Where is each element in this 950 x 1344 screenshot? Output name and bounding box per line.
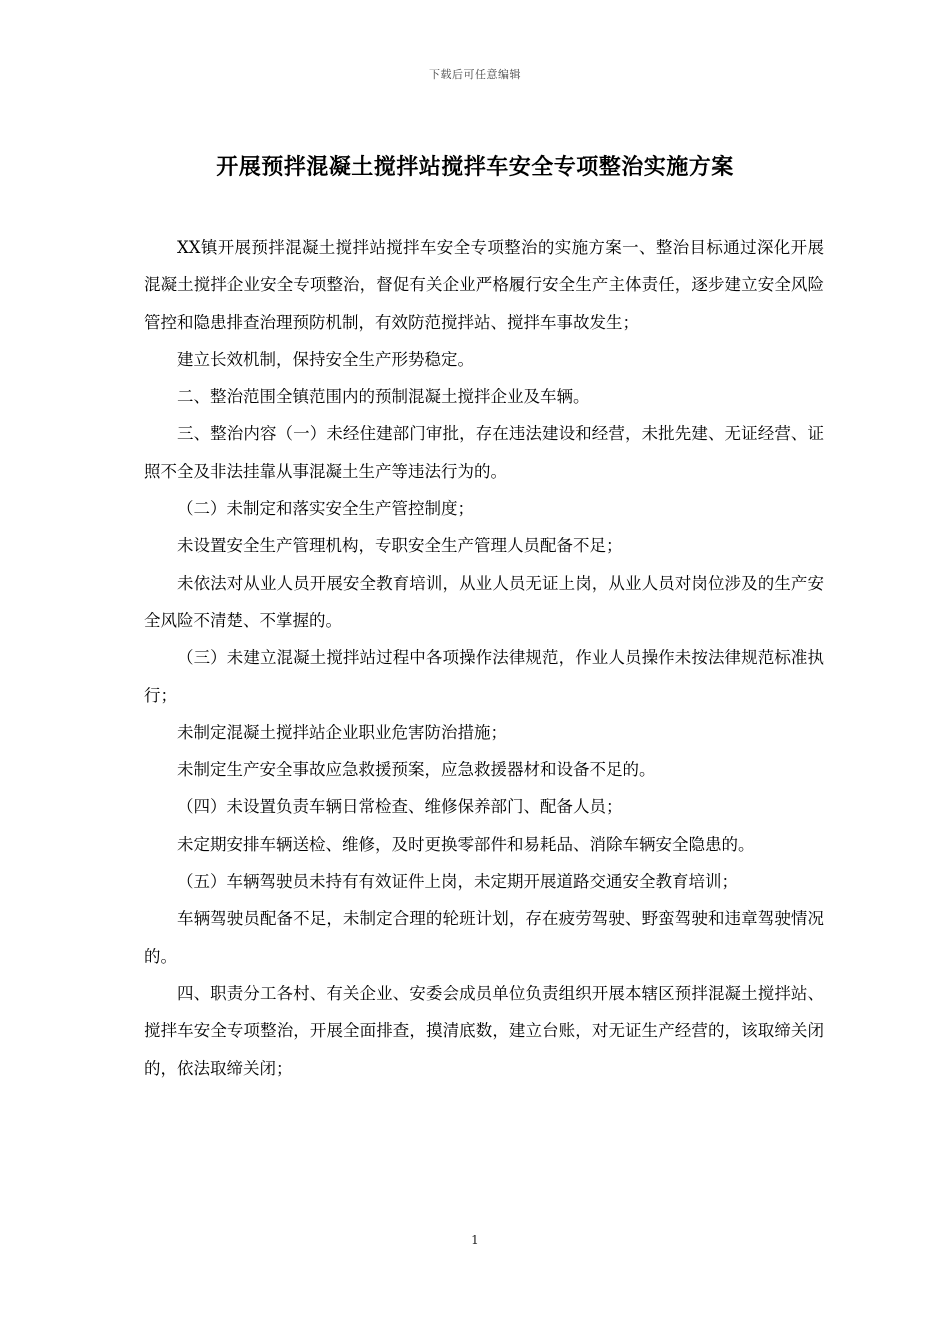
paragraph: 四、职责分工各村、有关企业、安委会成员单位负责组织开展本辖区预拌混凝土搅拌站、搅拌车安全专项整治，开展全面排查，摸清底数，建立台账，对无证生产经营的，该取缔关闭的，依法取缔关闭； — [144, 983, 824, 1078]
paragraph: 未定期安排车辆送检、维修，及时更换零部件和易耗品、消除车辆安全隐患的。 — [177, 834, 755, 854]
paragraph: （四）未设置负责车辆日常检查、维修保养部门、配备人员； — [177, 797, 623, 817]
paragraph: 二、整治范围全镇范围内的预制混凝土搅拌企业及车辆。 — [177, 387, 590, 407]
paragraph: 未制定生产安全事故应急救援预案，应急救援器材和设备不足的。 — [177, 760, 656, 780]
paragraph: 未依法对从业人员开展安全教育培训，从业人员无证上岗，从业人员对岗位涉及的生产安全风险不清楚、不掌握的。 — [144, 573, 824, 630]
paragraph: 车辆驾驶员配备不足，未制定合理的轮班计划，存在疲劳驾驶、野蛮驾驶和违章驾驶情况的。 — [144, 909, 824, 966]
header-note: 下载后可任意编辑 — [429, 68, 521, 81]
paragraph: （三）未建立混凝土搅拌站过程中各项操作法律规范，作业人员操作未按法律规范标准执行； — [144, 648, 824, 705]
paragraph: 未设置安全生产管理机构，专职安全生产管理人员配备不足； — [177, 536, 623, 556]
document-title: 开展预拌混凝土搅拌站搅拌车安全专项整治实施方案 — [216, 154, 734, 180]
paragraph: （二）未制定和落实安全生产管控制度； — [177, 499, 474, 519]
paragraph: 三、整治内容（一）未经住建部门审批，存在违法建设和经营，未批先建、无证经营、证照不全及非法挂靠从事混凝土生产等违法行为的。 — [144, 424, 824, 481]
paragraph: （五）车辆驾驶员未持有有效证件上岗，未定期开展道路交通安全教育培训； — [177, 872, 738, 892]
document-body — [144, 229, 824, 1087]
paragraph: 未制定混凝土搅拌站企业职业危害防治措施； — [177, 722, 507, 742]
paragraph: XX镇开展预拌混凝土搅拌站搅拌车安全专项整治的实施方案一、整治目标通过深化开展混凝土搅拌企业安全专项整治，督促有关企业严格履行安全生产主体责任，逐步建立安全风险管控和隐患排查治理预防机制，有效防范搅拌站、搅拌车事故发生； — [144, 238, 824, 332]
paragraph: 建立长效机制，保持安全生产形势稳定。 — [177, 349, 474, 369]
page-number: 1 — [471, 1233, 479, 1247]
